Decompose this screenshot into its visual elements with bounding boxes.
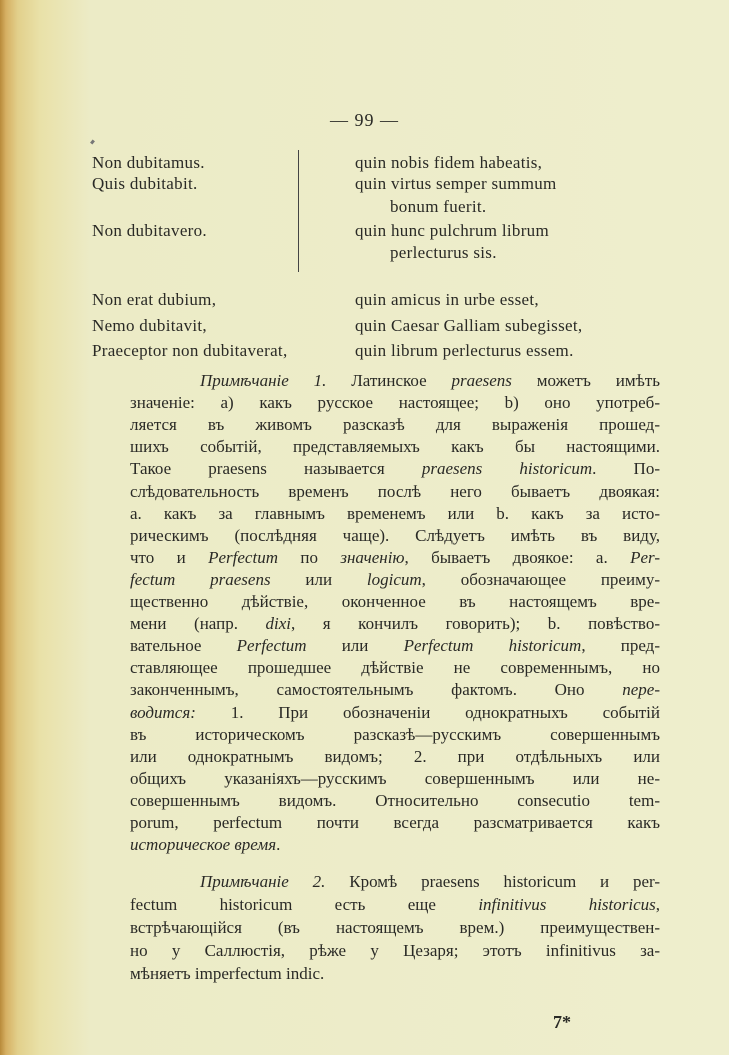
text-line (130, 917, 660, 939)
text-run: по (277, 547, 341, 567)
example-left: Non erat dubium, (92, 290, 217, 309)
text-line (130, 481, 660, 503)
example-right: quin virtus semper summum (355, 174, 557, 193)
italic-text: Perfectum (236, 636, 307, 656)
example-right: quin librum perlecturus essem. (355, 341, 574, 360)
text-run: щественно дѣйствіе, оконченное въ настоящемъ вре- (130, 592, 660, 611)
text-run: общихъ указаніяхъ—русскимъ совершеннымъ или не- (130, 768, 660, 788)
italic-text: infinitivus historicus (478, 895, 656, 914)
text-run: законченнымъ, самостоятельнымъ фактомъ. Оно (130, 680, 623, 700)
example-right: perlecturus sis. (390, 243, 497, 262)
italic-text: Per- (630, 547, 660, 567)
italic-text: praesens historicum (421, 459, 593, 479)
text-run: что и (130, 547, 209, 567)
text-line (130, 569, 660, 591)
text-line (130, 790, 660, 812)
italic-text: logicum (366, 569, 422, 589)
text-line (130, 940, 660, 962)
text-run: , пред- (581, 636, 660, 656)
text-run: вательное (130, 636, 237, 656)
text-run: совершеннымъ видомъ. Относительно consecutio tem- (130, 790, 660, 810)
text-run: a. какъ за главнымъ временемъ или b. какъ за исто- (130, 503, 660, 523)
text-run: мѣняетъ imperfectum indic. (130, 964, 325, 983)
text-run: слѣдовательность временъ послѣ него бываетъ двоякая: (130, 481, 660, 501)
text-run: ставляющее прошедшее дѣйствіе не современнымъ, но (130, 658, 660, 678)
scan-mark (90, 140, 95, 145)
text-run: или (306, 636, 404, 656)
text-run: въ историческомъ разсказѣ—русскимъ совершеннымъ (130, 724, 660, 744)
text-run: . (276, 835, 281, 855)
text-line (130, 702, 660, 724)
example-right: quin hunc pulchrum librum (355, 221, 550, 240)
italic-text: Perfectum (208, 547, 278, 567)
italic-text: историческое время (130, 835, 277, 855)
text-run: 1. При обозначеніи однократныхъ событій (195, 702, 660, 722)
italic-text: fectum praesens (130, 569, 271, 589)
example-right: quin Caesar Galliam subegisset, (355, 316, 583, 335)
text-line (130, 657, 660, 679)
text-line (130, 392, 660, 414)
text-line (130, 525, 660, 547)
text-run: , обозначающее преиму- (421, 569, 660, 589)
text-line (130, 834, 660, 856)
text-run: Латинское (326, 371, 452, 390)
example-right: bonum fuerit. (390, 197, 487, 216)
italic-text: praesens (451, 371, 512, 390)
text-line (200, 871, 660, 893)
text-line (130, 724, 660, 746)
text-run: Кромѣ praesens historicum и per- (325, 872, 661, 891)
text-run: шихъ событій, представляемыхъ какъ бы настоящими. (130, 437, 660, 457)
example-left: Quis dubitabit. (92, 174, 198, 193)
text-line (130, 414, 660, 436)
example-right: quin nobis fidem habeatis, (355, 153, 543, 172)
text-line (130, 503, 660, 525)
text-run: fectum historicum есть еще (130, 895, 479, 914)
text-line (130, 613, 660, 635)
italic-text: Perfectum historicum (403, 636, 582, 656)
text-line (130, 679, 660, 701)
example-left: Non dubitamus. (92, 153, 205, 172)
text-run: рическимъ (послѣдняя чаще). Слѣдуетъ имѣть въ виду, (130, 525, 660, 545)
text-line (130, 746, 660, 768)
example-left: Praeceptor non dubitaverat, (92, 341, 288, 360)
text-run: или однократнымъ видомъ; 2. при отдѣльныхъ или (130, 746, 660, 766)
text-line (130, 768, 660, 790)
italic-text: значенію (340, 547, 405, 567)
text-line (130, 635, 660, 657)
text-run: ляется въ живомъ разсказѣ для выраженія прошед- (130, 415, 660, 435)
text-line (130, 436, 660, 458)
text-run: . По- (592, 459, 660, 479)
text-run: значеніе: a) какъ русское настоящее; b) оно употреб- (130, 393, 660, 413)
example-left: Non dubitavero. (92, 221, 207, 240)
text-run: porum, perfectum почти всегда разсматривается какъ (130, 813, 660, 832)
italic-text: пере- (622, 680, 660, 700)
example-right: quin amicus in urbe esset, (355, 290, 539, 309)
text-run: , бываетъ двоякое: a. (404, 547, 631, 567)
text-run: мени (напр. (130, 614, 266, 634)
text-line (130, 458, 660, 480)
italic-text: dixi (265, 614, 292, 634)
example-left: Nemo dubitavit, (92, 316, 207, 335)
text-run: встрѣчающійся (въ настоящемъ врем.) преимуществен- (130, 918, 660, 937)
italic-text: водится: (130, 702, 196, 722)
page-number: — 99 — (330, 110, 399, 130)
text-line (130, 591, 660, 613)
text-line (130, 894, 660, 916)
text-run: или (270, 569, 367, 589)
text-line (130, 547, 660, 569)
italic-text: Примѣчаніе 2. (200, 872, 326, 891)
text-line (130, 812, 660, 834)
text-line (130, 963, 660, 985)
text-run: , (655, 895, 661, 914)
italic-text: Примѣчаніе 1. (200, 371, 327, 390)
text-run: Такое praesens называется (130, 459, 422, 479)
text-run: , я кончилъ говорить); b. повѣство- (291, 614, 660, 634)
column-divider (298, 150, 299, 272)
text-line (200, 370, 660, 392)
text-run: но у Саллюстія, рѣже у Цезаря; этотъ infinitivus за- (130, 941, 660, 960)
signature-mark: 7* (553, 1012, 571, 1032)
text-run: можетъ имѣть (511, 371, 660, 390)
